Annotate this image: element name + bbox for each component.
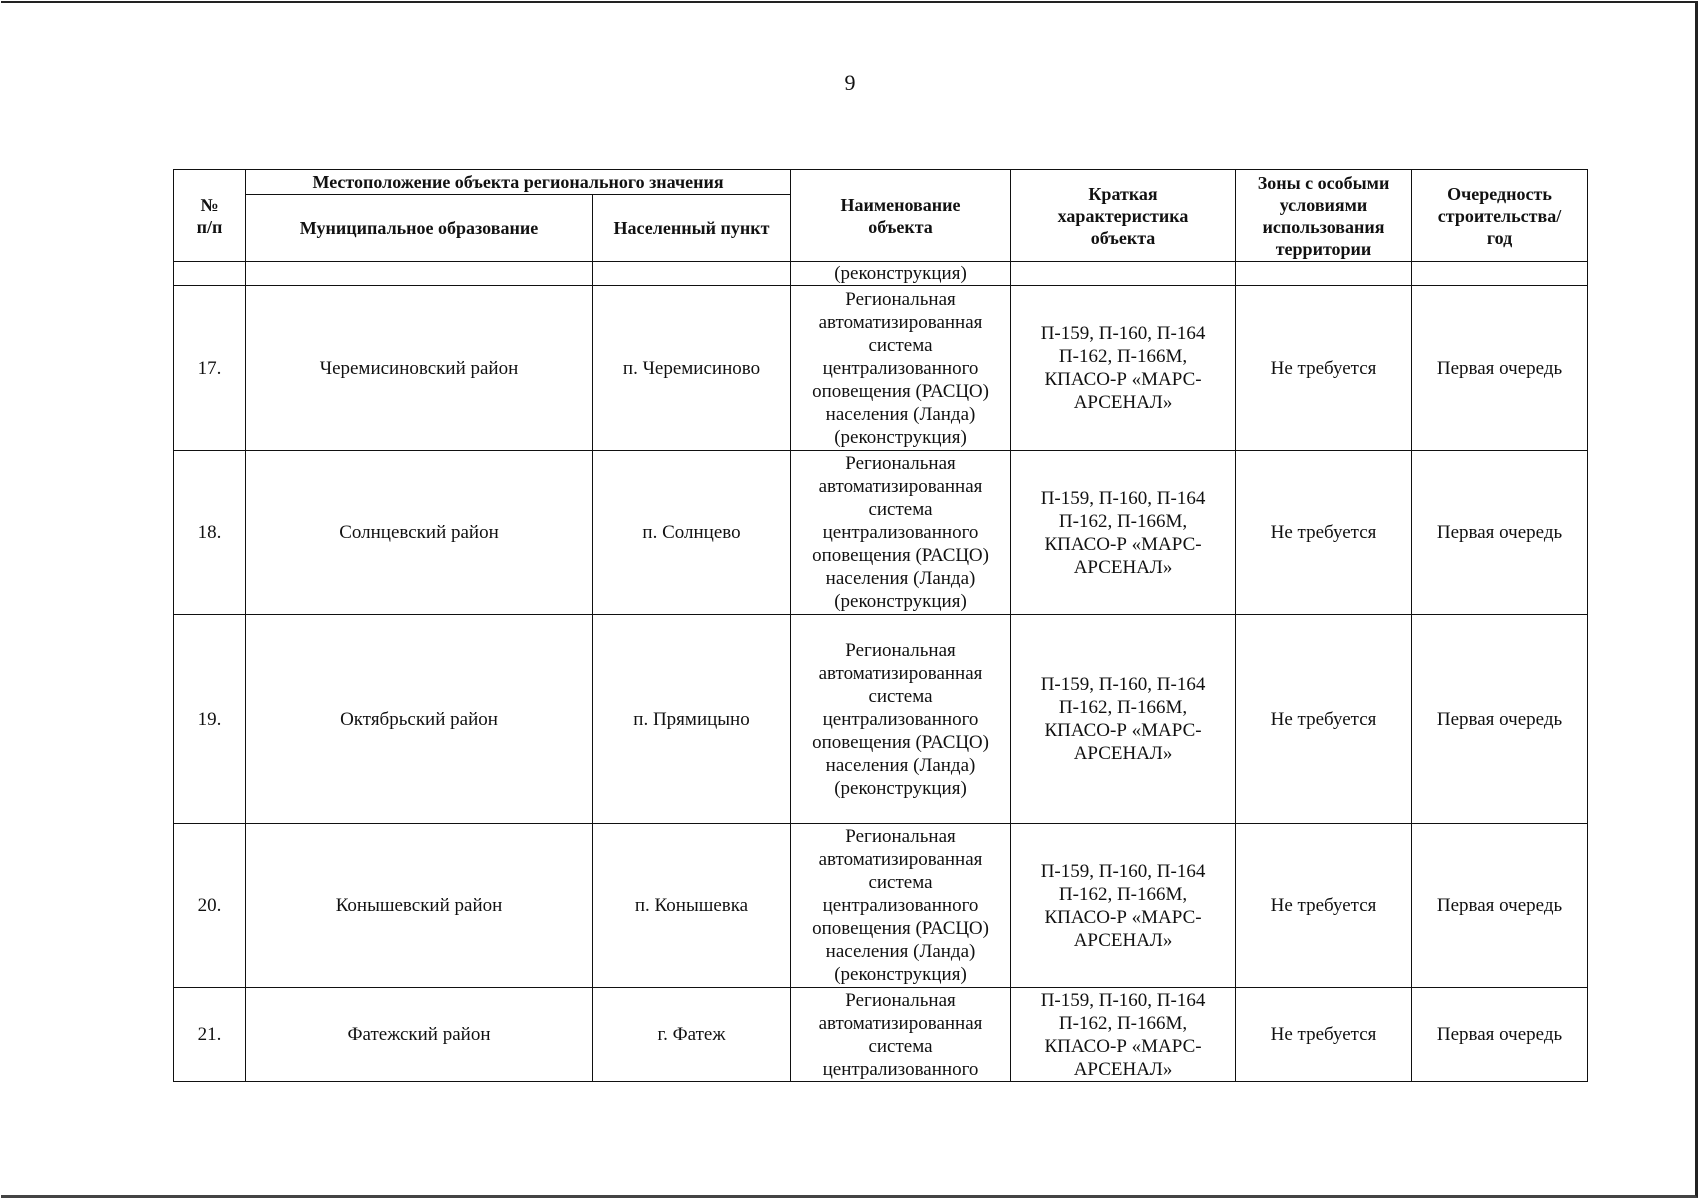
row-priority: Первая очередь bbox=[1412, 988, 1588, 1082]
row-object-name: Региональная автоматизированная система централизованного оповещения (РАСЦО) населения (Ланда) (реконструкция) bbox=[791, 286, 1011, 451]
row-zones: Не требуется bbox=[1236, 988, 1412, 1082]
row-num: 19. bbox=[174, 615, 246, 824]
row-num: 20. bbox=[174, 824, 246, 988]
row-num: 21. bbox=[174, 988, 246, 1082]
row-zones: Не требуется bbox=[1236, 824, 1412, 988]
row-object-name: Региональная автоматизированная система централизованного оповещения (РАСЦО) населения (Ланда) (реконструкция) bbox=[791, 451, 1011, 615]
header-zones: Зоны с особыми условиями использования территории bbox=[1236, 170, 1412, 262]
header-municipality: Муниципальное образование bbox=[246, 195, 593, 262]
row-municipality: Октябрьский район bbox=[246, 615, 593, 824]
table-cell bbox=[246, 262, 593, 286]
row-object-name: Региональная автоматизированная система централизованного оповещения (РАСЦО) населения (Ланда) (реконструкция) bbox=[791, 615, 1011, 824]
row-num: 18. bbox=[174, 451, 246, 615]
continuation-text: (реконструкция) bbox=[791, 262, 1011, 286]
row-zones: Не требуется bbox=[1236, 286, 1412, 451]
row-priority: Первая очередь bbox=[1412, 451, 1588, 615]
row-object-name: Региональная автоматизированная система централизованного bbox=[791, 988, 1011, 1082]
table-row bbox=[174, 824, 1588, 988]
header-priority: Очередность строительства/ год bbox=[1412, 170, 1588, 262]
row-zones: Не требуется bbox=[1236, 615, 1412, 824]
table-cell bbox=[1011, 262, 1236, 286]
row-priority: Первая очередь bbox=[1412, 824, 1588, 988]
continuation-row bbox=[174, 262, 1588, 286]
row-settlement: п. Черемисиново bbox=[593, 286, 791, 451]
header-settlement: Населенный пункт bbox=[593, 195, 791, 262]
table-row bbox=[174, 615, 1588, 824]
row-settlement: г. Фатеж bbox=[593, 988, 791, 1082]
page-number: 9 bbox=[844, 70, 856, 95]
table-row bbox=[174, 286, 1588, 451]
row-characteristic: П-159, П-160, П-164 П-162, П-166М, КПАСО-Р «МАРС- АРСЕНАЛ» bbox=[1011, 451, 1236, 615]
header-location-group: Местоположение объекта регионального значения bbox=[246, 170, 791, 195]
row-characteristic: П-159, П-160, П-164 П-162, П-166М, КПАСО-Р «МАРС- АРСЕНАЛ» bbox=[1011, 286, 1236, 451]
row-characteristic: П-159, П-160, П-164 П-162, П-166М, КПАСО-Р «МАРС- АРСЕНАЛ» bbox=[1011, 824, 1236, 988]
table-row bbox=[174, 988, 1588, 1082]
table-cell bbox=[1236, 262, 1412, 286]
row-settlement: п. Конышевка bbox=[593, 824, 791, 988]
row-settlement: п. Прямицыно bbox=[593, 615, 791, 824]
table-cell bbox=[593, 262, 791, 286]
row-priority: Первая очередь bbox=[1412, 615, 1588, 824]
table-cell bbox=[1412, 262, 1588, 286]
row-zones: Не требуется bbox=[1236, 451, 1412, 615]
objects-table bbox=[173, 169, 1588, 1082]
table-header bbox=[174, 170, 1588, 262]
row-municipality: Фатежский район bbox=[246, 988, 593, 1082]
table-row bbox=[174, 451, 1588, 615]
header-num: № п/п bbox=[174, 170, 246, 262]
table-cell bbox=[174, 262, 246, 286]
row-municipality: Конышевский район bbox=[246, 824, 593, 988]
header-object-name: Наименование объекта bbox=[791, 170, 1011, 262]
row-municipality: Солнцевский район bbox=[246, 451, 593, 615]
row-characteristic: П-159, П-160, П-164 П-162, П-166М, КПАСО-Р «МАРС- АРСЕНАЛ» bbox=[1011, 615, 1236, 824]
row-priority: Первая очередь bbox=[1412, 286, 1588, 451]
row-municipality: Черемисиновский район bbox=[246, 286, 593, 451]
row-settlement: п. Солнцево bbox=[593, 451, 791, 615]
header-characteristic: Краткая характеристика объекта bbox=[1011, 170, 1236, 262]
row-num: 17. bbox=[174, 286, 246, 451]
row-characteristic: П-159, П-160, П-164 П-162, П-166М, КПАСО-Р «МАРС- АРСЕНАЛ» bbox=[1011, 988, 1236, 1082]
row-object-name: Региональная автоматизированная система централизованного оповещения (РАСЦО) населения (Ланда) (реконструкция) bbox=[791, 824, 1011, 988]
